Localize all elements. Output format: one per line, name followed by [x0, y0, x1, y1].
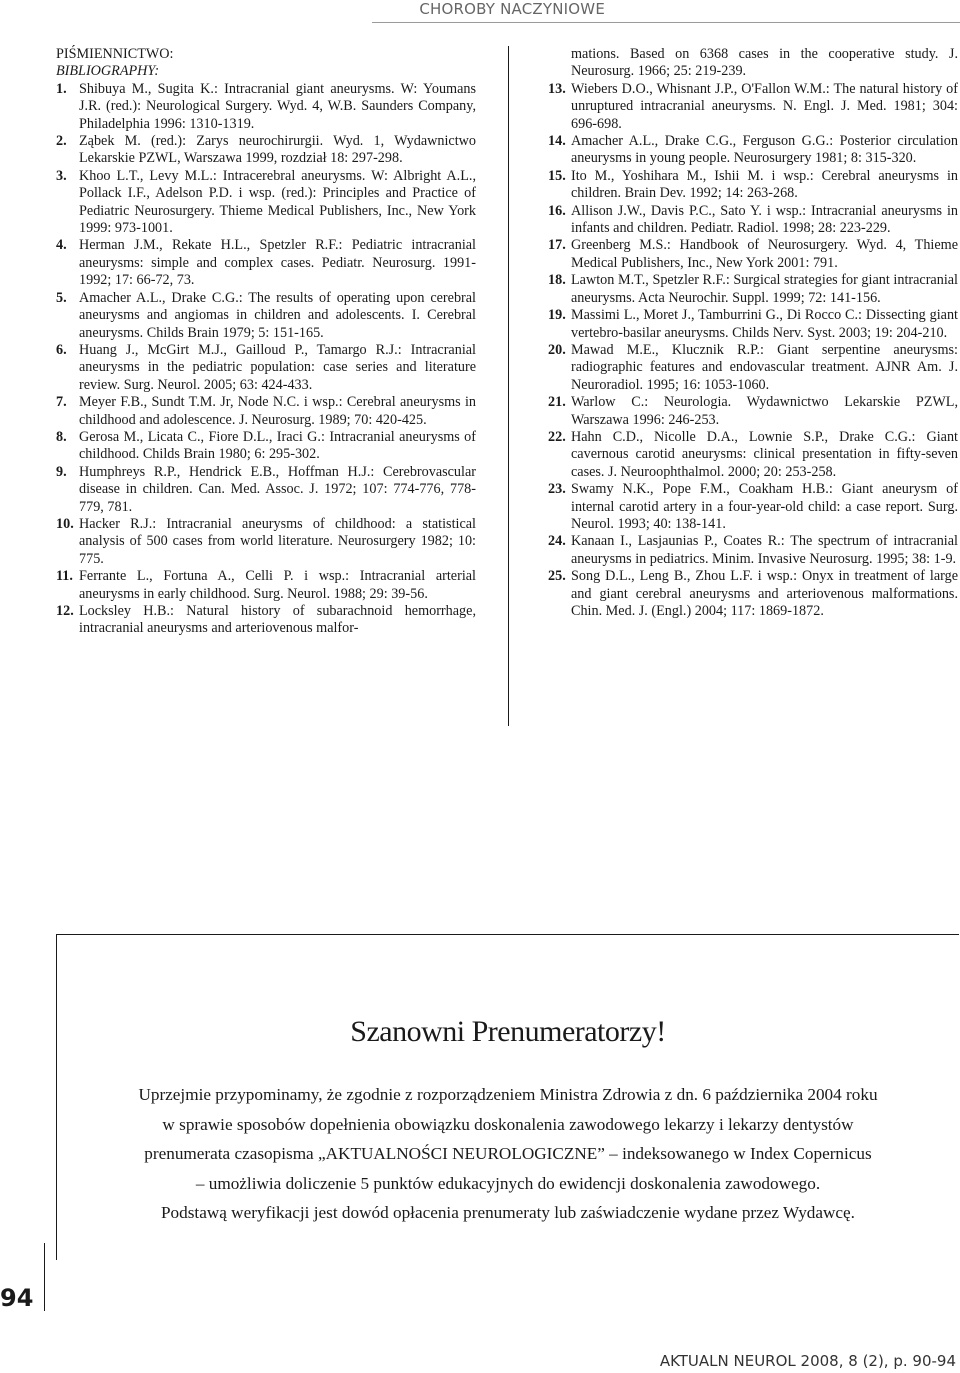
- reference-item: [548, 342, 958, 394]
- reference-text: Mawad M.E., Klucznik R.P.: Giant serpentine aneurysms: radiographic features and endovascular treatment. AJNR Am. J. Neuroradiol. 1995; 16: 1053-1060.: [571, 341, 958, 393]
- reference-continuation: [548, 46, 958, 81]
- reference-text: Hacker R.J.: Intracranial aneurysms of childhood: a statistical analysis of 500 cases from world literature. Neurosurgery 1982; 10: 775.: [79, 515, 476, 567]
- reference-number: 1.: [56, 80, 67, 97]
- reference-number: 22.: [548, 428, 566, 445]
- reference-number: 2.: [56, 133, 67, 150]
- reference-number: 11.: [56, 568, 73, 585]
- journal-citation: AKTUALN NEUROL 2008, 8 (2), p. 90-94: [659, 1352, 956, 1370]
- subscriber-notice: [56, 934, 959, 1260]
- reference-number: 24.: [548, 533, 566, 550]
- reference-item: [548, 394, 958, 429]
- reference-text: Song D.L., Leng B., Zhou L.F. i wsp.: Onyx in treatment of large and giant cerebral aneurysms and arteriovenous malformations. Chin. Med. J. (Engl.) 2004; 117: 1869-1872.: [571, 568, 958, 619]
- reference-item: [548, 429, 958, 481]
- page-number: 94: [0, 1284, 34, 1312]
- reference-number: 15.: [548, 167, 566, 184]
- reference-number: 5.: [56, 289, 67, 306]
- header-rule: [372, 22, 960, 23]
- reference-number: 12.: [56, 603, 74, 619]
- reference-text: Locksley H.B.: Natural history of subarachnoid hemorrhage, intracranial aneurysms and arteriovenous malfor-: [79, 603, 476, 637]
- reference-number: 7.: [56, 394, 67, 411]
- notice-body: [73, 1080, 943, 1228]
- reference-number: 6.: [56, 341, 67, 358]
- bibliography-heading-pl: PIŚMIENNICTWO:: [56, 46, 174, 62]
- notice-title: Szanowni Prenumeratorzy!: [350, 1015, 666, 1048]
- reference-number: 20.: [548, 341, 566, 358]
- reference-number: 17.: [548, 237, 566, 254]
- reference-item: [56, 168, 476, 238]
- reference-item: [548, 237, 958, 272]
- reference-item: [548, 481, 958, 533]
- notice-line: – umożliwia doliczenie 5 punktów edukacyjnych do ewidencji doskonalenia zawodowego.: [195, 1173, 821, 1193]
- reference-number: 21.: [548, 394, 566, 411]
- reference-item: [56, 237, 476, 289]
- reference-text: Lawton M.T., Spetzler R.F.: Surgical strategies for giant intracranial aneurysms. Acta Neurochir. Suppl. 1999; 72: 141-156.: [571, 272, 958, 306]
- reference-item: [56, 133, 476, 168]
- reference-item: [548, 168, 958, 203]
- reference-number: 23.: [548, 481, 566, 498]
- reference-text: Humphreys R.P., Hendrick E.B., Hoffman H.J.: Cerebrovascular disease in children. Can. Med. Assoc. J. 1972; 107: 774-776, 778-779, 781.: [79, 463, 476, 515]
- reference-list-left: [56, 81, 476, 638]
- reference-item: [548, 533, 958, 568]
- reference-text: Allison J.W., Davis P.C., Sato Y. i wsp.: Intracranial aneurysms in infants and children. Pediatr. Radiol. 1998; 28: 223-229.: [571, 202, 958, 237]
- reference-text: Khoo L.T., Levy M.L.: Intracerebral aneurysms. W: Albright A.L., Pollack I.F., Adelson P.D. i wsp. (red.): Principles and Practice of Pediatric Neurosurgery. Thieme Medical Publishers, Inc., New York 1999: 973-1001.: [79, 167, 476, 237]
- reference-text: Herman J.M., Rekate H.L., Spetzler R.F.: Pediatric intracranial aneurysms: simple and complex cases. Pediatr. Neurosurg. 1991-1992; 17: 66-72, 73.: [79, 237, 476, 289]
- reference-text: Swamy N.K., Pope F.M., Coakham H.B.: Giant aneurysm of internal carotid artery in a four-year-old child: a case report. Surg. Neurol. 1993; 40: 138-141.: [571, 481, 958, 532]
- reference-item: [56, 81, 476, 133]
- reference-text: Kanaan I., Lasjaunias P., Coates R.: The spectrum of intracranial aneurysms in pediatrics. Minim. Invasive Neurosurg. 1995; 38: 1-9.: [571, 533, 958, 567]
- reference-text: Wiebers D.O., Whisnant J.P., O'Fallon W.M.: The natural history of unruptured intracranial aneurysms. N. Engl. J. Med. 1981; 304: 696-698.: [571, 80, 958, 132]
- bibliography-left-column: [56, 46, 476, 638]
- reference-item: [548, 133, 958, 168]
- reference-text: Meyer F.B., Sundt T.M. Jr, Node N.C. i wsp.: Cerebral aneurysms in childhood and adolescence. J. Neurosurg. 1989; 70: 420-425.: [79, 394, 476, 428]
- reference-item: [56, 516, 476, 568]
- notice-line: Uprzejmie przypominamy, że zgodnie z rozporządzeniem Ministra Zdrowia z dn. 6 października 2004 roku: [138, 1085, 878, 1104]
- reference-text: Huang J., McGirt M.J., Gailloud P., Tamargo R.J.: Intracranial aneurysms in the pediatric population: case series and literature review. Surg. Neurol. 2005; 63: 424-433.: [79, 341, 476, 393]
- reference-list-right: [548, 46, 958, 81]
- reference-text: Ząbek M. (red.): Zarys neurochirurgii. Wyd. 1, Wydawnictwo Lekarskie PZWL, Warszawa 1999, rozdział 18: 297-298.: [79, 133, 476, 167]
- column-divider: [508, 46, 509, 726]
- reference-text: Massimi L., Moret J., Tamburrini G., Di Rocco C.: Dissecting giant vertebro-basilar aneurysms. Childs Nerv. Syst. 2003; 19: 204-210.: [571, 307, 958, 341]
- reference-item: [56, 464, 476, 516]
- reference-number: 13.: [548, 80, 566, 97]
- reference-text: Greenberg M.S.: Handbook of Neurosurgery. Wyd. 4, Thieme Medical Publishers, Inc., New York 2001: 791.: [571, 237, 958, 271]
- reference-number: 4.: [56, 237, 67, 254]
- running-head: CHOROBY NACZYNIOWE: [419, 0, 605, 18]
- notice-line: Podstawą weryfikacji jest dowód opłacenia prenumeraty lub zaświadczenie wydane przez Wydawcę.: [161, 1203, 855, 1223]
- reference-item: [56, 568, 476, 603]
- bibliography-right-column: [548, 46, 958, 620]
- notice-line: prenumerata czasopisma „AKTUALNOŚCI NEUROLOGICZNE” – indeksowanego w Index Copernicus: [144, 1144, 872, 1164]
- reference-item: [56, 290, 476, 342]
- reference-item: [548, 272, 958, 307]
- reference-item: [56, 603, 476, 638]
- reference-list-right-items: [548, 81, 958, 621]
- reference-text: Amacher A.L., Drake C.G.: The results of operating upon cerebral aneurysms and angiomas in children and adolescents. I. Cerebral aneurysms. Childs Brain 1979; 5: 151-165.: [79, 289, 476, 341]
- reference-number: 25.: [548, 568, 566, 585]
- reference-item: [56, 342, 476, 394]
- reference-item: [548, 307, 958, 342]
- reference-text: Shibuya M., Sugita K.: Intracranial giant aneurysms. W: Youmans J.R. (red.): Neurological Surgery. Wyd. 4, W.B. Saunders Company, Philadelphia 1996: 1310-1319.: [79, 80, 476, 132]
- reference-text: Amacher A.L., Drake C.G., Ferguson G.G.: Posterior circulation aneurysms in young people. Neurosurgery 1981; 8: 315-320.: [571, 133, 958, 167]
- reference-number: 18.: [548, 272, 566, 289]
- reference-number: 14.: [548, 133, 566, 150]
- reference-continuation-text: mations. Based on 6368 cases in the cooperative study. J. Neurosurg. 1966; 25: 219-239.: [571, 46, 958, 80]
- reference-text: Hahn C.D., Nicolle D.A., Lownie S.P., Drake C.G.: Giant cavernous carotid aneurysms: clinical presentation in fifty-seven cases. J. Neuroophthalmol. 2000; 20: 253-258.: [571, 428, 958, 480]
- bibliography-heading-en: BIBLIOGRAPHY:: [56, 63, 160, 80]
- reference-text: Gerosa M., Licata C., Fiore D.L., Iraci G.: Intracranial aneurysms of childhood. Childs Brain 1980; 6: 295-302.: [79, 428, 476, 463]
- reference-item: [548, 568, 958, 620]
- reference-text: Warlow C.: Neurologia. Wydawnictwo Lekarskie PZWL, Warszawa 1996: 246-253.: [571, 394, 958, 428]
- reference-item: [548, 203, 958, 238]
- reference-number: 9.: [56, 463, 67, 480]
- reference-text: Ferrante L., Fortuna A., Celli P. i wsp.: Intracranial arterial aneurysms in early childhood. Surg. Neurol. 1988; 29: 39-56.: [79, 568, 476, 602]
- reference-number: 16.: [548, 202, 566, 219]
- reference-number: 10.: [56, 515, 74, 532]
- reference-number: 8.: [56, 428, 67, 445]
- bibliography-heading: [56, 46, 476, 81]
- reference-item: [56, 394, 476, 429]
- notice-line: w sprawie sposobów dopełnienia obowiązku doskonalenia zawodowego lekarzy i lekarzy dentystów: [162, 1114, 854, 1134]
- page-number-rule: [44, 1243, 45, 1311]
- reference-number: 19.: [548, 307, 566, 324]
- reference-text: Ito M., Yoshihara M., Ishii M. i wsp.: Cerebral aneurysms in children. Brain Dev. 1992; 14: 263-268.: [571, 167, 958, 202]
- reference-item: [548, 81, 958, 133]
- reference-item: [56, 429, 476, 464]
- reference-number: 3.: [56, 167, 67, 184]
